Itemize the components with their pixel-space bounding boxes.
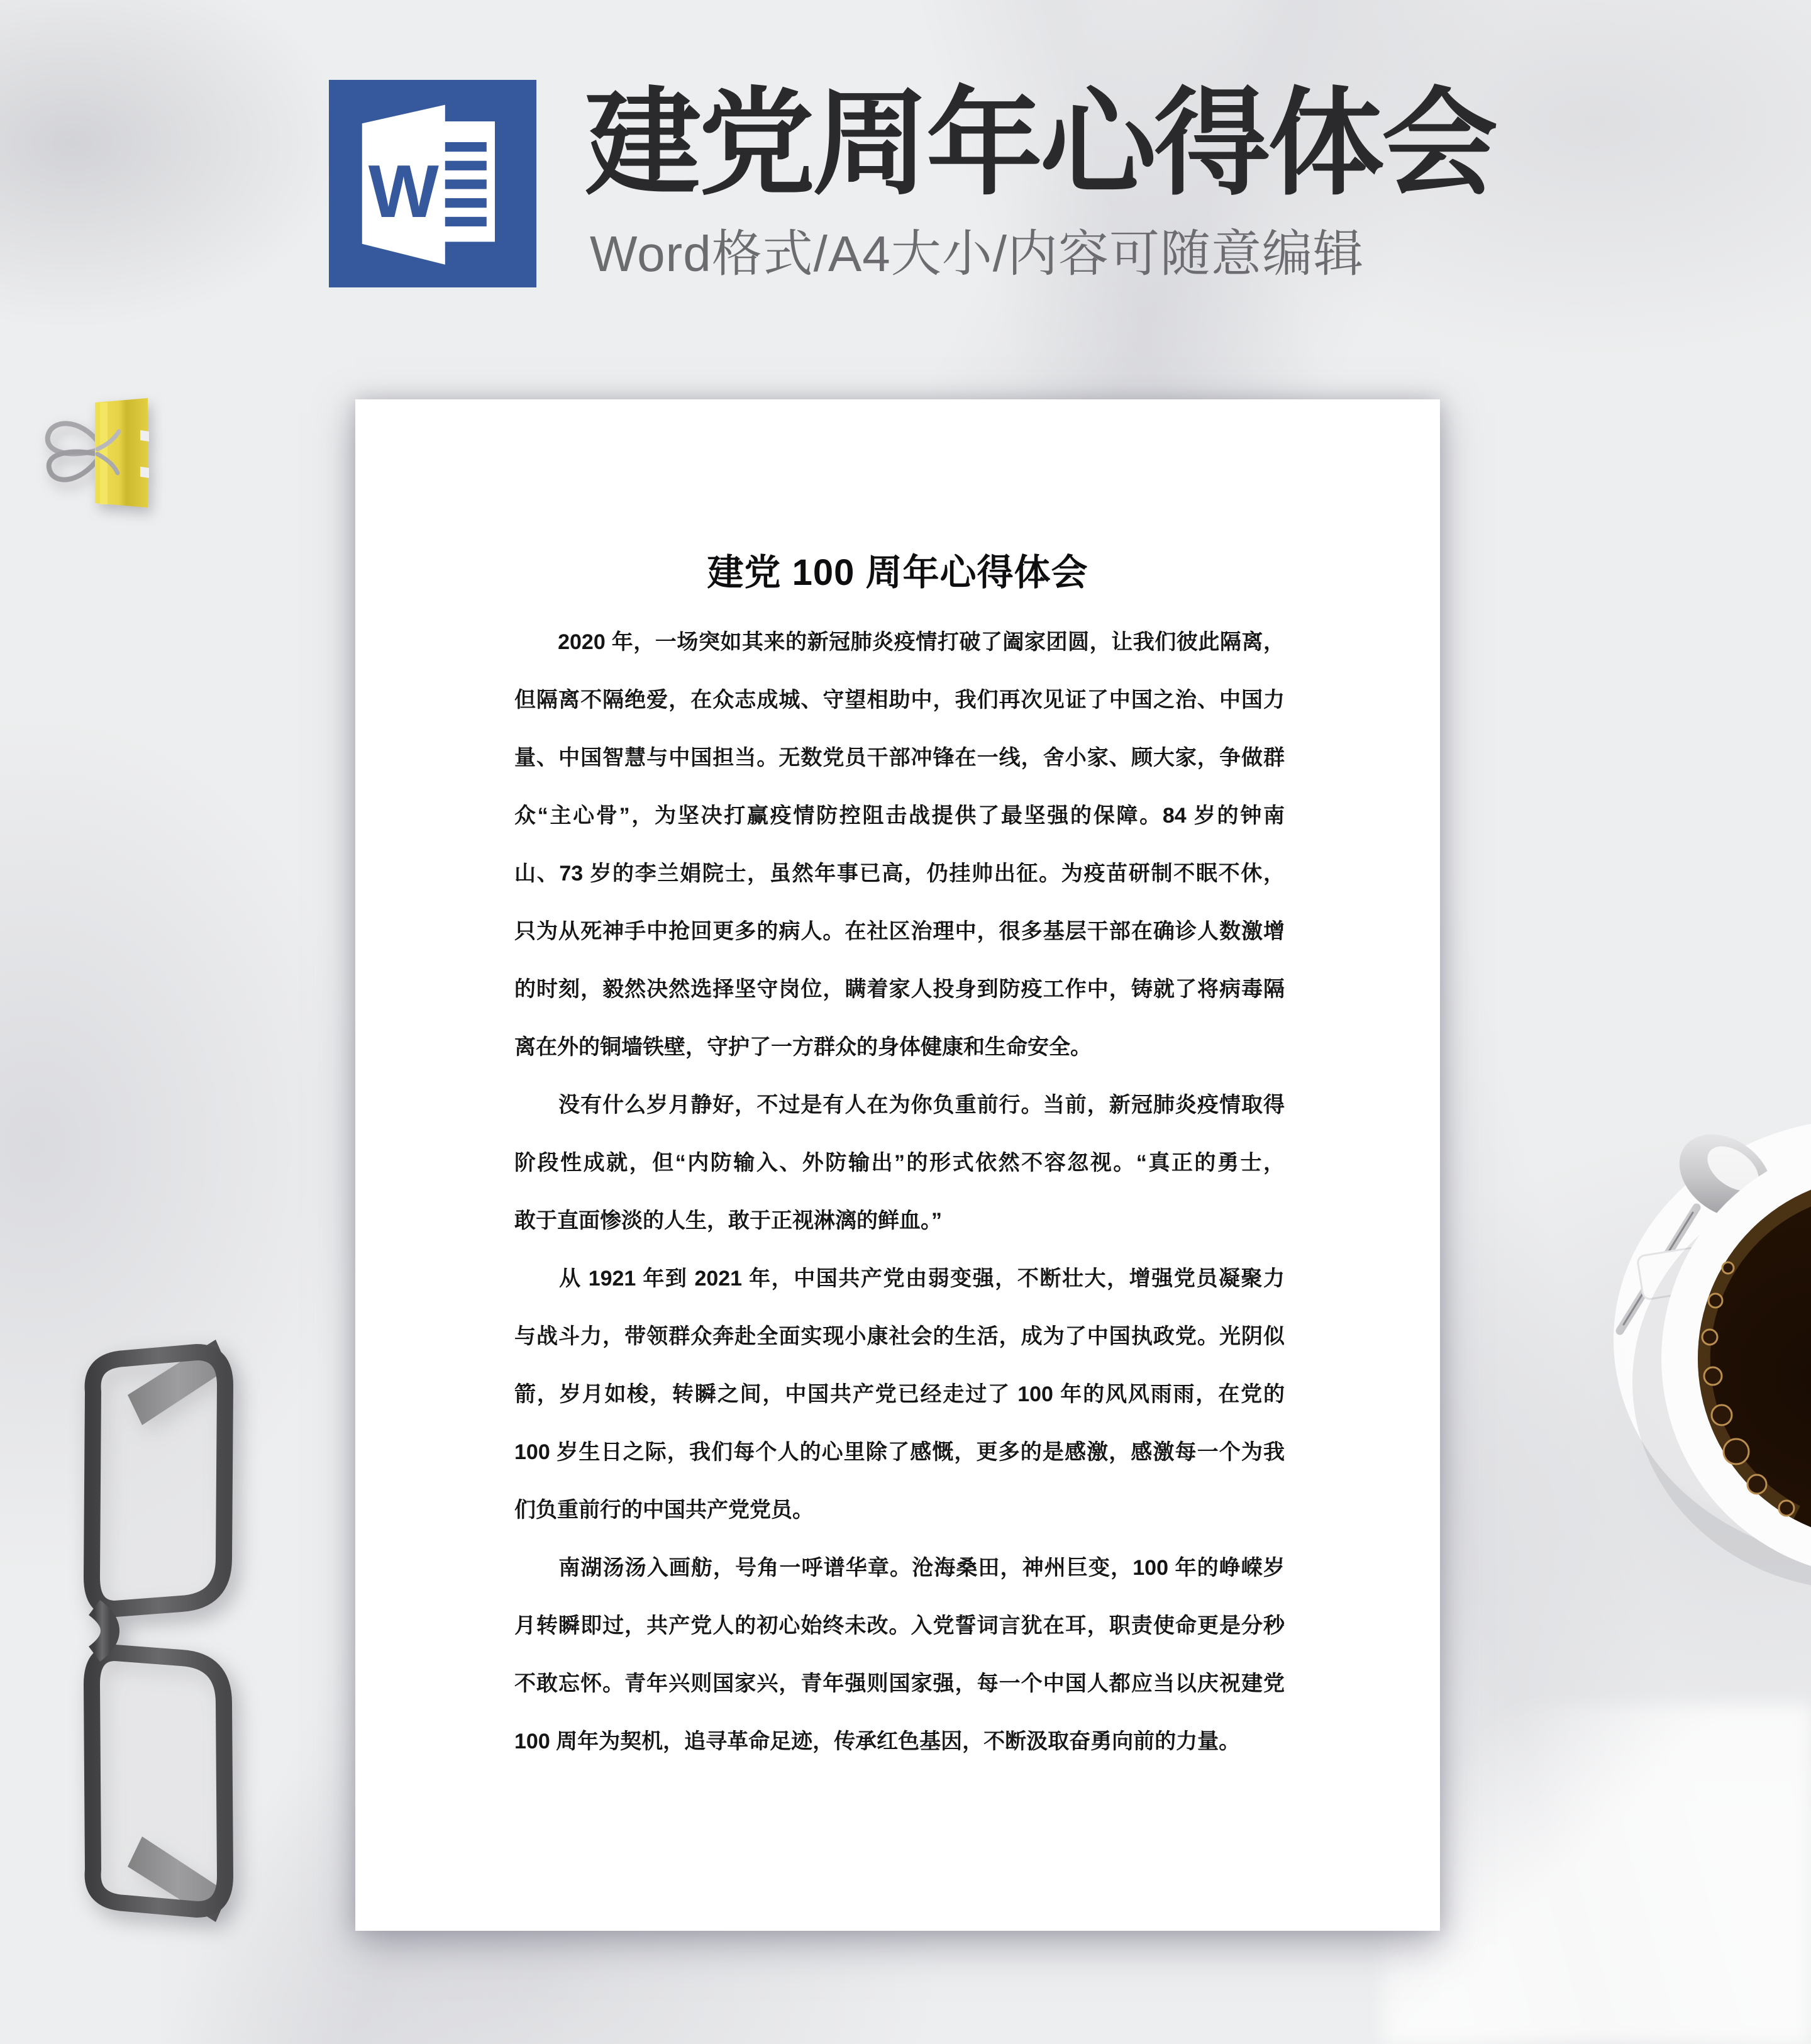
document-line: 众“主心骨”，为坚决打赢疫情防控阻击战提供了最坚强的保障。84 岁的钟南 (514, 804, 1285, 828)
document-line: 们负重前行的中国共产党党员。 (514, 1498, 814, 1522)
document-line: 100 岁生日之际，我们每个人的心里除了感慨，更多的是感激，感激每一个为我 (514, 1440, 1285, 1464)
word-icon-letter: W (368, 149, 439, 233)
document-line: 不敢忘怀。青年兴则国家兴，青年强则国家强，每一个中国人都应当以庆祝建党 (514, 1672, 1285, 1696)
document-line: 但隔离不隔绝爱，在众志成城、守望相助中，我们再次见证了中国之治、中国力 (514, 688, 1285, 712)
document-line: 阶段性成就，但“内防输入、外防输出”的形式依然不容忽视。“真正的勇士， (514, 1151, 1285, 1175)
eyeglasses (68, 1332, 241, 1930)
document-page (355, 399, 1440, 1931)
document-line: 离在外的铜墙铁壁，守护了一方群众的身体健康和生命安全。 (514, 1035, 1092, 1059)
binder-clip (35, 394, 157, 513)
document-title: 建党 100 周年心得体会 (707, 552, 1088, 593)
glasses-bridge (94, 1608, 110, 1654)
document-line: 100 周年为契机，追寻革命足迹，传承红色基因，不断汲取奋勇向前的力量。 (514, 1730, 1241, 1753)
document-line: 南湖汤汤入画舫，号角一呼谱华章。沧海桑田，神州巨变，100 年的峥嵘岁 (514, 1556, 1285, 1580)
document-line: 量、中国智慧与中国担当。无数党员干部冲锋在一线，舍小家、顾大家，争做群 (514, 746, 1285, 770)
document-line: 从 1921 年到 2021 年，中国共产党由弱变强，不断壮大，增强党员凝聚力 (514, 1267, 1285, 1291)
marble-highlight (1383, 1704, 1811, 2044)
banner-subtitle: Word格式/A4大小/内容可随意编辑 (590, 226, 1364, 282)
banner-title: 建党周年心得体会 (585, 79, 1495, 209)
document-line: 只为从死神手中抢回更多的病人。在社区治理中，很多基层干部在确诊人数激增 (514, 919, 1285, 943)
document-line: 的时刻，毅然决然选择坚守岗位，瞒着家人投身到防疫工作中，铸就了将病毒隔 (514, 977, 1285, 1001)
coffee-cup (1607, 1112, 1811, 1567)
document-line: 箭，岁月如梭，转瞬之间，中国共产党已经走过了 100 年的风风雨雨，在党的 (514, 1382, 1285, 1406)
word-icon (329, 80, 536, 287)
document-body (514, 613, 1285, 1770)
document-line: 2020 年，一场突如其来的新冠肺炎疫情打破了阖家团圆，让我们彼此隔离， (514, 630, 1285, 654)
document-line: 与战斗力，带领群众奔赴全面实现小康社会的生活，成为了中国执政党。光阴似 (514, 1325, 1285, 1348)
document-line: 没有什么岁月静好，不过是有人在为你负重前行。当前，新冠肺炎疫情取得 (514, 1093, 1285, 1117)
document-line: 敢于直面惨淡的人生，敢于正视淋漓的鲜血。” (514, 1209, 942, 1233)
document-line: 月转瞬即过，共产党人的初心始终未改。入党誓词言犹在耳，职责使命更是分秒 (514, 1614, 1285, 1638)
document-line: 山、73 岁的李兰娟院士，虽然年事已高，仍挂帅出征。为疫苗研制不眠不休， (514, 862, 1285, 886)
